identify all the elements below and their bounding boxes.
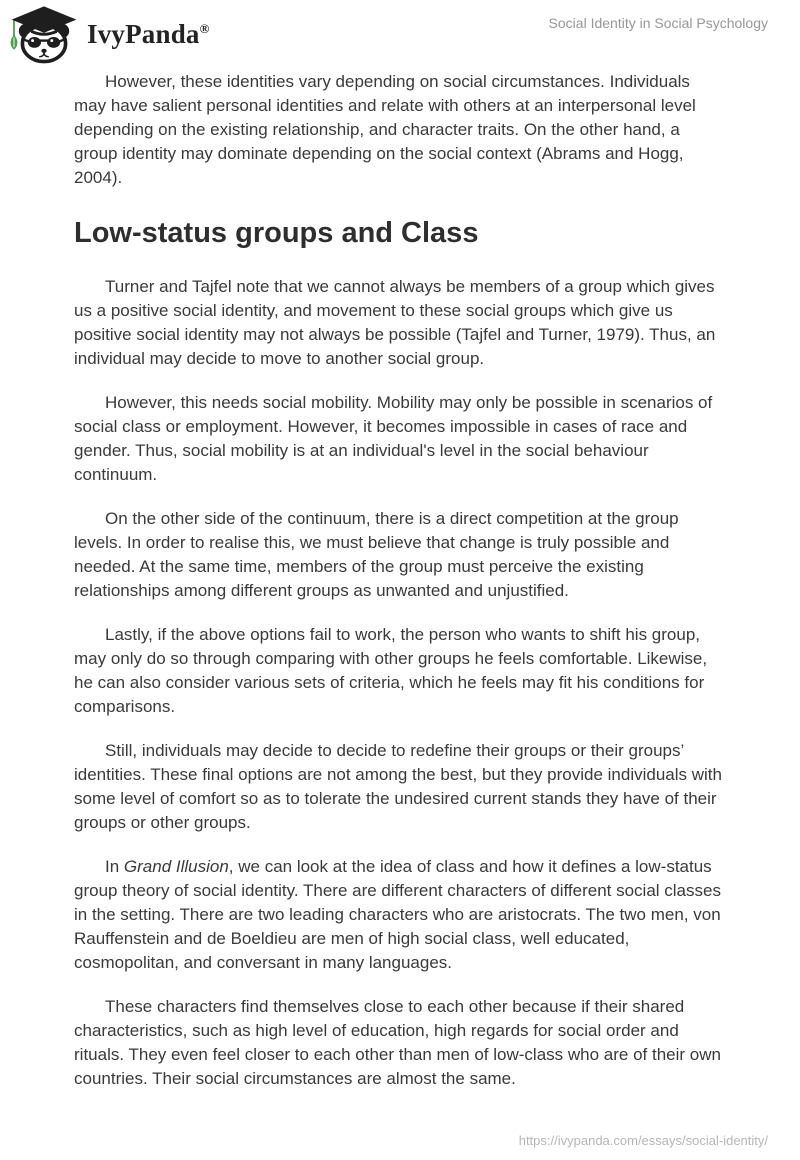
paragraph-text: On the other side of the continuum, there is a direct competition at the group levels. In order to realise this, we must believe that change is truly possible and needed. At the same time, members of the group must perceive the existing relationships among different groups as unwanted and unjustified. bbox=[74, 509, 679, 600]
document-title: Social Identity in Social Psychology bbox=[548, 15, 768, 31]
paragraph-text: However, this needs social mobility. Mobility may only be possible in scenarios of social class or employment. However, it becomes impossible in cases of race and gender. Thus, social mobility is at an individual's level in the social behaviour continuum. bbox=[74, 393, 713, 484]
paragraph-emphasis: Grand Illusion bbox=[123, 857, 229, 876]
paragraph bbox=[74, 739, 726, 835]
paragraph-text: , we can look at the idea of class and how it defines a low-status group theory of social identity. There are different characters of different social classes in the setting. There are two leading characters who are aristocrats. The two men, von Rauffenstein and de Boeldieu are men of high social class, well educated, cosmopolitan, and conversant in many languages. bbox=[74, 857, 721, 972]
paragraph-text: In bbox=[105, 857, 124, 876]
paragraph bbox=[74, 507, 726, 603]
paragraph bbox=[74, 70, 726, 190]
paragraph-text: These characters find themselves close to each other because if their shared characteristics, such as high level of education, high regards for social order and rituals. They even feel closer to each other than men of low-class who are of their own countries. Their social circumstances are almost the same. bbox=[74, 997, 721, 1088]
registered-trademark-symbol: ® bbox=[199, 20, 210, 36]
section-heading: Low-status groups and Class bbox=[74, 217, 479, 249]
paragraph bbox=[74, 855, 726, 975]
essay-content bbox=[74, 70, 726, 1111]
panda-graduate-icon bbox=[8, 4, 80, 64]
paragraph-text: Lastly, if the above options fail to work, the person who wants to shift his group, may only do so through comparing with other groups he feels comfortable. Likewise, he can also consider various sets of criteria, which he feels may fit his conditions for comparisons. bbox=[74, 625, 708, 716]
ivypanda-logo bbox=[8, 4, 210, 64]
logo-wordmark-text: IvyPanda bbox=[87, 18, 200, 49]
paragraph bbox=[74, 275, 726, 371]
paragraph-text: Still, individuals may decide to decide to redefine their groups or their groups’ identities. These final options are not among the best, but they provide individuals with some level of comfort so as to tolerate the undesired current stands they have of their groups or other groups. bbox=[74, 741, 722, 832]
paragraph bbox=[74, 391, 726, 487]
source-url-link[interactable]: https://ivypanda.com/essays/social-identity/ bbox=[518, 1133, 768, 1148]
paragraph bbox=[74, 623, 726, 719]
paragraph-text: Turner and Tajfel note that we cannot always be members of a group which gives us a positive social identity, and movement to these social groups which give us positive social identity may not always be possible (Tajfel and Turner, 1979). Thus, an individual may decide to move to another social group. bbox=[74, 277, 716, 368]
paragraph-text: However, these identities vary depending on social circumstances. Individuals may have salient personal identities and relate with others at an interpersonal level depending on the existing relationship, and character traits. On the other hand, a group identity may dominate depending on the social context (Abrams and Hogg, 2004). bbox=[74, 72, 696, 187]
paragraph bbox=[74, 995, 726, 1091]
logo-wordmark bbox=[87, 19, 210, 50]
